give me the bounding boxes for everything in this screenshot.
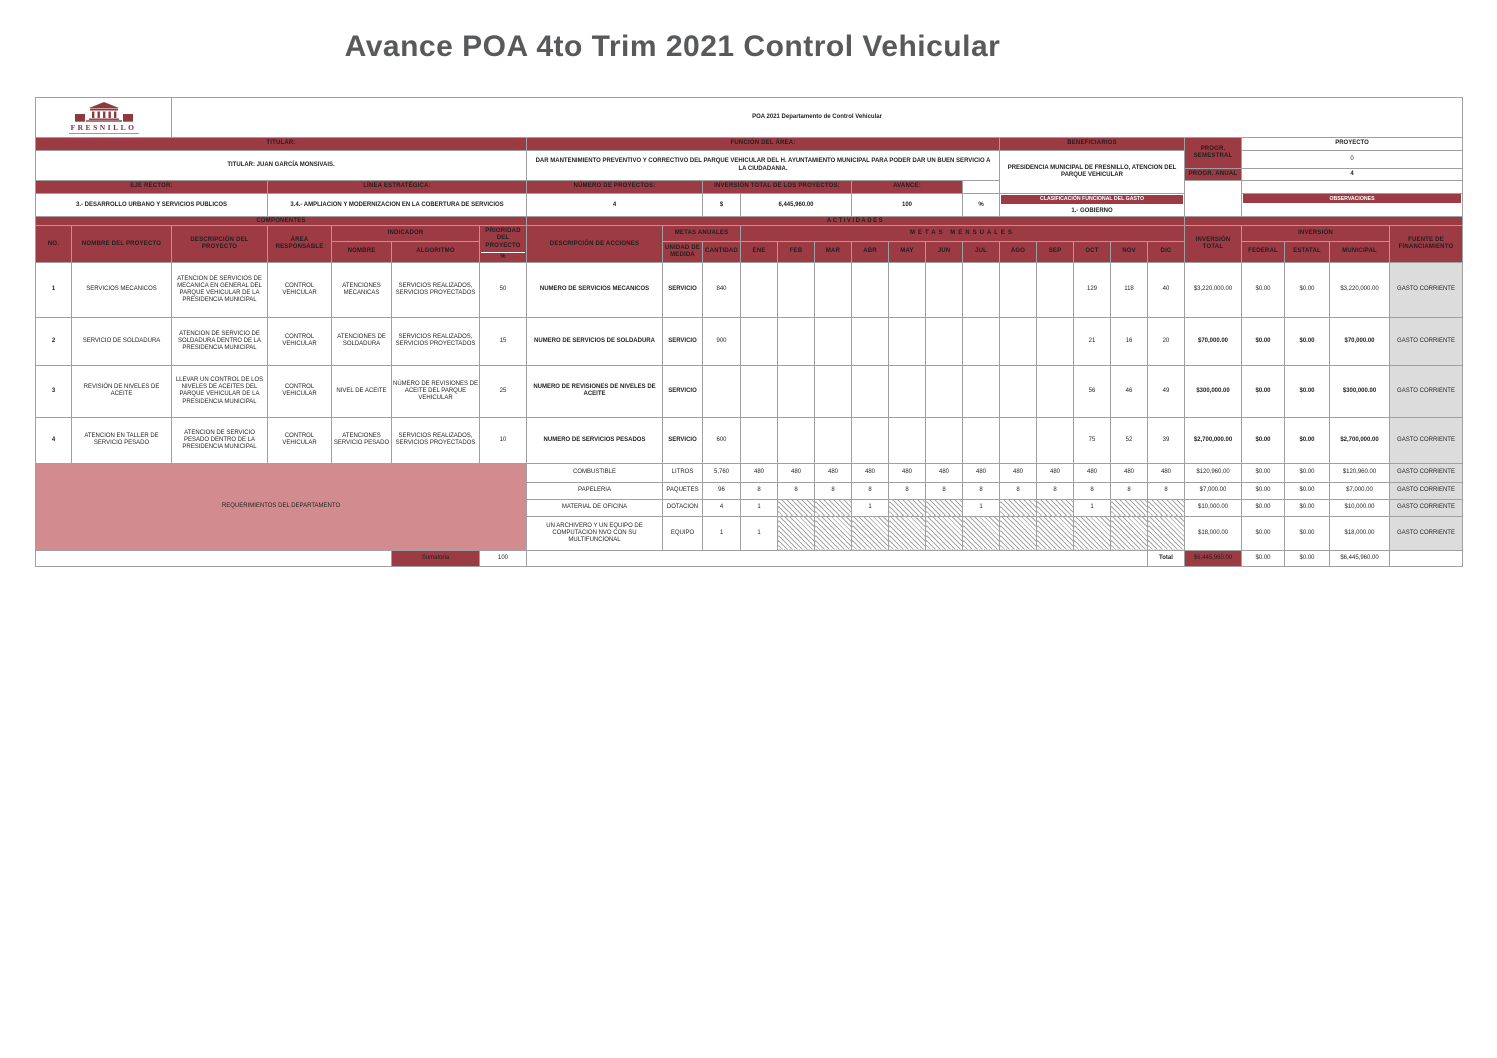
month-cell: [889, 262, 926, 317]
req-federal: $0.00: [1242, 516, 1285, 550]
month-cell-hatched: [1148, 499, 1185, 516]
month-cell-hatched: [852, 516, 889, 550]
month-cell: 480: [1037, 463, 1074, 482]
beneficiarios-value: PRESIDENCIA MUNICIPAL DE FRESNILLO, ATENCION DEL PARQUE VEHICULAR: [1000, 151, 1185, 194]
req-fuente: GASTO CORRIENTE: [1390, 463, 1463, 482]
logo-rule: [69, 133, 139, 134]
month-cell: [1000, 317, 1037, 365]
col-header-metas-mensuales: METAS MENSUALES: [741, 226, 1185, 242]
month-cell-hatched: [1148, 516, 1185, 550]
month-cell: 49: [1148, 365, 1185, 417]
month-cell: 129: [1074, 262, 1111, 317]
month-cell: [889, 417, 926, 463]
linea-estrategica-label: LÍNEA ESTRATÉGICA:: [268, 181, 527, 194]
project-federal: $0.00: [1242, 417, 1285, 463]
col-header-month: NOV: [1111, 242, 1148, 263]
col-header-indicador: INDICADOR: [332, 226, 480, 242]
progr-anual-label: PROGR. ANUAL: [1185, 169, 1242, 181]
project-nombre: SERVICIO DE SOLDADURA: [72, 317, 172, 365]
num-proyectos-value: 4: [527, 194, 703, 217]
project-descripcion: ATENCION DE SERVICIO DE SOLDADURA DENTRO DE LA PRESIDENCIA MUNICIPAL: [172, 317, 268, 365]
project-row: [36, 417, 1463, 463]
month-cell-hatched: [815, 516, 852, 550]
month-cell: 8: [852, 482, 889, 499]
month-cell: [852, 317, 889, 365]
col-header-no: NO.: [36, 226, 72, 263]
col-header-algoritmo: ALGORITMO: [392, 242, 480, 263]
project-prioridad: 50: [480, 262, 527, 317]
poa-table: [35, 97, 1463, 567]
project-area: CONTROL VEHICULAR: [268, 365, 332, 417]
total-federal: $0.00: [1242, 550, 1285, 566]
req-cantidad: 1: [703, 516, 741, 550]
project-municipal: $300,000.00: [1330, 365, 1390, 417]
month-cell: [1037, 317, 1074, 365]
logo-row: [36, 98, 1463, 138]
doc-title: POA 2021 Departamento de Control Vehicular: [172, 98, 1463, 138]
eje-rector-value: 3.- DESARROLLO URBANO Y SERVICIOS PUBLICOS: [36, 194, 268, 217]
project-inv-total: $300,000.00: [1185, 365, 1242, 417]
month-cell: [1000, 365, 1037, 417]
month-cell: 46: [1111, 365, 1148, 417]
month-cell: 8: [926, 482, 963, 499]
req-unidad: PAQUETES: [663, 482, 703, 499]
month-cell: 480: [741, 463, 778, 482]
month-cell: 480: [1148, 463, 1185, 482]
titular-value: TITULAR: JUAN GARCÍA MONSIVAIS.: [36, 151, 527, 181]
num-proyectos-label: NÚMERO DE PROYECTOS:: [527, 181, 703, 194]
project-indicador: ATENCIONES MECANICAS: [332, 262, 392, 317]
project-estatal: $0.00: [1285, 262, 1330, 317]
month-cell: [926, 262, 963, 317]
values-row: [36, 194, 1463, 217]
avance-label: AVANCE:: [852, 181, 963, 194]
month-cell: 480: [778, 463, 815, 482]
month-cell-hatched: [1000, 516, 1037, 550]
month-cell: [889, 317, 926, 365]
funcion-value: DAR MANTENIMIENTO PREVENTIVO Y CORRECTIVO DEL PARQUE VEHICULAR DEL H. AYUNTAMIENTO MUNICIPAL PARA PODER DAR UN BUEN SERVICIO A LA CIUDADANIA.: [527, 151, 1000, 181]
req-inv-total: $10,000.00: [1185, 499, 1242, 516]
col-header-month: JUL: [963, 242, 1000, 263]
requerimiento-row: [36, 463, 1463, 482]
avance-spacer: [963, 181, 1000, 194]
project-cantidad: 840: [703, 262, 741, 317]
month-cell-hatched: [778, 516, 815, 550]
project-fuente: GASTO CORRIENTE: [1390, 365, 1463, 417]
month-cell: 480: [1000, 463, 1037, 482]
month-cell: 8: [1037, 482, 1074, 499]
col-header-municipal: MUNICIPAL: [1330, 242, 1390, 263]
project-municipal: $2,700,000.00: [1330, 417, 1390, 463]
month-cell: [926, 365, 963, 417]
month-cell-hatched: [926, 516, 963, 550]
project-estatal: $0.00: [1285, 317, 1330, 365]
project-descripcion: ATENCION DE SERVICIOS DE MECANICA EN GENERAL DEL PARQUE VEHICULAR DE LA PRESIDENCIA MUNICIPAL: [172, 262, 268, 317]
clasificacion-value: 1.- GOBIERNO: [1071, 208, 1113, 215]
project-fuente: GASTO CORRIENTE: [1390, 417, 1463, 463]
project-unidad: SERVICIO: [663, 262, 703, 317]
month-cell: 8: [1074, 482, 1111, 499]
project-cantidad: [703, 365, 741, 417]
month-cell: [963, 417, 1000, 463]
actividades-band: ACTIVIDADES: [527, 217, 1185, 226]
month-cell: 8: [963, 482, 1000, 499]
month-cell-hatched: [1074, 516, 1111, 550]
month-cell: [778, 317, 815, 365]
col-header-fuente: FUENTE DE FINANCIAMIENTO: [1390, 226, 1463, 263]
sumatoria-row: [36, 550, 1463, 566]
month-cell-hatched: [1111, 516, 1148, 550]
col-header-cantidad: CANTIDAD: [703, 242, 741, 263]
project-fuente: GASTO CORRIENTE: [1390, 317, 1463, 365]
sum-right-spacer: [1390, 550, 1463, 566]
req-estatal: $0.00: [1285, 482, 1330, 499]
month-cell: 1: [963, 499, 1000, 516]
month-cell: 1: [852, 499, 889, 516]
col-header-federal: FEDERAL: [1242, 242, 1285, 263]
project-algoritmo: SERVICIOS REALIZADOS, SERVICIOS PROYECTADOS: [392, 317, 480, 365]
project-indicador: NIVEL DE ACEITE: [332, 365, 392, 417]
project-no: 3: [36, 365, 72, 417]
proyecto-value: 0: [1242, 151, 1463, 169]
month-cell: [926, 417, 963, 463]
project-prioridad: 25: [480, 365, 527, 417]
req-fuente: GASTO CORRIENTE: [1390, 516, 1463, 550]
month-cell: 480: [852, 463, 889, 482]
project-nombre: ATENCION EN TALLER DE SERVICIO PESADO: [72, 417, 172, 463]
req-municipal: $18,000.00: [1330, 516, 1390, 550]
project-algoritmo: NÚMERO DE REVISIONES DE ACEITE DEL PARQUE VEHICULAR: [392, 365, 480, 417]
project-unidad: SERVICIO: [663, 365, 703, 417]
req-unidad: LITROS: [663, 463, 703, 482]
month-cell: 20: [1148, 317, 1185, 365]
month-cell: [778, 365, 815, 417]
logo-text: FRESNILLO: [70, 122, 137, 132]
col-header-inv-total: INVERSIÓN TOTAL: [1185, 226, 1242, 263]
req-cantidad: 96: [703, 482, 741, 499]
col-header-prioridad: [480, 226, 527, 263]
month-cell: [815, 417, 852, 463]
month-cell: 52: [1111, 417, 1148, 463]
project-fuente: GASTO CORRIENTE: [1390, 262, 1463, 317]
avance-value: 100: [852, 194, 963, 217]
requerimientos-block: REQUERIMIENTOS DEL DEPARTAMENTO: [36, 463, 527, 550]
fresnillo-building-icon: [67, 102, 141, 122]
sumatoria-prioridad-total: 100: [480, 550, 527, 566]
month-cell: [815, 365, 852, 417]
req-estatal: $0.00: [1285, 516, 1330, 550]
project-acciones: NUMERO DE SERVICIOS MECANICOS: [527, 262, 663, 317]
req-inv-total: $120,960.00: [1185, 463, 1242, 482]
month-cell: [852, 365, 889, 417]
month-cell-hatched: [1000, 499, 1037, 516]
col-header-ind-nombre: NOMBRE: [332, 242, 392, 263]
project-acciones: NUMERO DE REVISIONES DE NIVELES DE ACEITE: [527, 365, 663, 417]
month-cell: 8: [778, 482, 815, 499]
req-federal: $0.00: [1242, 499, 1285, 516]
req-concepto: PAPELERIA: [527, 482, 663, 499]
month-cell-hatched: [889, 516, 926, 550]
month-cell: [963, 317, 1000, 365]
project-area: CONTROL VEHICULAR: [268, 317, 332, 365]
page-title: Avance POA 4to Trim 2021 Control Vehicular: [344, 30, 1001, 63]
project-federal: $0.00: [1242, 262, 1285, 317]
month-cell: [852, 417, 889, 463]
logo-cell: [36, 98, 172, 138]
req-estatal: $0.00: [1285, 499, 1330, 516]
col-header-unidad: UNIDAD DE MEDIDA: [663, 242, 703, 263]
project-no: 4: [36, 417, 72, 463]
month-cell: 480: [926, 463, 963, 482]
beneficiarios-label: BENEFICIARIOS: [1000, 138, 1185, 151]
req-municipal: $10,000.00: [1330, 499, 1390, 516]
req-fuente: GASTO CORRIENTE: [1390, 482, 1463, 499]
month-cell: [741, 317, 778, 365]
month-cell: 8: [889, 482, 926, 499]
project-inv-total: $3,220,000.00: [1185, 262, 1242, 317]
project-municipal: $3,220,000.00: [1330, 262, 1390, 317]
col-header-descripcion: DESCRIPCIÓN DEL PROYECTO: [172, 226, 268, 263]
project-no: 1: [36, 262, 72, 317]
col-header-month: ENE: [741, 242, 778, 263]
sum-mid-spacer: [527, 550, 1148, 566]
month-cell: 1: [1074, 499, 1111, 516]
month-cell: 75: [1074, 417, 1111, 463]
month-cell-hatched: [1037, 516, 1074, 550]
month-cell: 480: [815, 463, 852, 482]
project-cantidad: 600: [703, 417, 741, 463]
project-algoritmo: SERVICIOS REALIZADOS, SERVICIOS PROYECTADOS: [392, 262, 480, 317]
total-estatal: $0.00: [1285, 550, 1330, 566]
project-nombre: SERVICIOS MECANICOS: [72, 262, 172, 317]
month-cell: 1: [741, 516, 778, 550]
project-area: CONTROL VEHICULAR: [268, 262, 332, 317]
month-cell-hatched: [963, 516, 1000, 550]
total-inversion: $6,445,960.00: [1185, 550, 1242, 566]
observaciones-label: OBSERVACIONES: [1243, 194, 1461, 204]
linea-estrategica-value: 3.4.- AMPLIACION Y MODERNIZACION EN LA COBERTURA DE SERVICIOS: [268, 194, 527, 217]
col-header-metas-anuales: METAS ANUALES: [663, 226, 741, 242]
clasificacion-cell: [1000, 194, 1185, 217]
project-prioridad: 15: [480, 317, 527, 365]
col-header-month: MAY: [889, 242, 926, 263]
funcion-label: FUNCIÓN DEL ÁREA:: [527, 138, 1000, 151]
month-cell: 480: [1111, 463, 1148, 482]
req-concepto: UN ARCHIVERO Y UN EQUIPO DE COMPUTACION NVO CON SU MULTIFUNCIONAL: [527, 516, 663, 550]
project-descripcion: LLEVAR UN CONTROL DE LOS NIVELES DE ACEITES DEL PARQUE VEHICULAR DE LA PRESIDENCIA MUNICIPAL: [172, 365, 268, 417]
project-no: 2: [36, 317, 72, 365]
project-prioridad: 10: [480, 417, 527, 463]
req-federal: $0.00: [1242, 482, 1285, 499]
project-indicador: ATENCIONES DE SOLDADURA: [332, 317, 392, 365]
project-unidad: SERVICIO: [663, 317, 703, 365]
col-header-area: ÁREA RESPONSABLE: [268, 226, 332, 263]
right-spacer: [1185, 181, 1242, 217]
req-municipal: $7,000.00: [1330, 482, 1390, 499]
month-cell: 39: [1148, 417, 1185, 463]
observaciones-cell: [1242, 194, 1463, 217]
req-concepto: MATERIAL DE OFICINA: [527, 499, 663, 516]
proyecto-label: PROYECTO: [1242, 138, 1463, 151]
req-federal: $0.00: [1242, 463, 1285, 482]
project-cantidad: 900: [703, 317, 741, 365]
month-cell: 8: [1148, 482, 1185, 499]
month-cell: [778, 417, 815, 463]
band-row-1: [36, 138, 1463, 151]
col-header-month: AGO: [1000, 242, 1037, 263]
month-cell: [1000, 262, 1037, 317]
band-row-4: [36, 181, 1463, 194]
project-unidad: SERVICIO: [663, 417, 703, 463]
inversion-total-label: INVERSIÓN TOTAL DE LOS PROYECTOS:: [703, 181, 852, 194]
project-row: [36, 262, 1463, 317]
month-cell: 8: [815, 482, 852, 499]
sumatoria-label: Sumatoria: [392, 550, 480, 566]
month-cell: [815, 317, 852, 365]
month-cell: [778, 262, 815, 317]
project-inv-total: $70,000.00: [1185, 317, 1242, 365]
month-cell-hatched: [889, 499, 926, 516]
project-estatal: $0.00: [1285, 417, 1330, 463]
avance-unit: %: [963, 194, 1000, 217]
col-header-month: OCT: [1074, 242, 1111, 263]
month-cell-hatched: [1111, 499, 1148, 516]
month-cell: [963, 262, 1000, 317]
month-cell: 21: [1074, 317, 1111, 365]
clasificacion-label: CLASIFICACIÓN FUNCIONAL DEL GASTO: [1001, 195, 1183, 205]
project-row: [36, 317, 1463, 365]
req-inv-total: $18,000.00: [1185, 516, 1242, 550]
month-cell: 480: [1074, 463, 1111, 482]
inversion-value: 6,445,960.00: [741, 194, 852, 217]
total-label: Total: [1148, 550, 1185, 566]
month-cell: 40: [1148, 262, 1185, 317]
col-header-month: ABR: [852, 242, 889, 263]
inversion-symbol: $: [703, 194, 741, 217]
project-federal: $0.00: [1242, 365, 1285, 417]
req-inv-total: $7,000.00: [1185, 482, 1242, 499]
month-cell: [963, 365, 1000, 417]
col-header-acciones: DESCRIPCIÓN DE ACCIONES: [527, 226, 663, 263]
group-header-row: [36, 226, 1463, 242]
month-cell: [1037, 262, 1074, 317]
prioridad-text: PRIORIDAD DEL PROYECTO: [485, 228, 521, 249]
prioridad-pct: %: [481, 252, 525, 262]
month-cell: [1037, 417, 1074, 463]
sum-left-spacer: [36, 550, 392, 566]
col-header-estatal: ESTATAL: [1285, 242, 1330, 263]
month-cell: 8: [1111, 482, 1148, 499]
month-cell: 8: [741, 482, 778, 499]
month-cell: [815, 262, 852, 317]
month-cell-hatched: [778, 499, 815, 516]
band-row-2: [36, 151, 1463, 169]
progr-semestral-label: PROGR. SEMESTRAL: [1185, 138, 1242, 169]
project-row: [36, 365, 1463, 417]
month-cell: [741, 417, 778, 463]
total-municipal: $6,445,960.00: [1330, 550, 1390, 566]
month-cell: 16: [1111, 317, 1148, 365]
month-cell: 1: [741, 499, 778, 516]
project-area: CONTROL VEHICULAR: [268, 417, 332, 463]
project-acciones: NUMERO DE SERVICIOS PESADOS: [527, 417, 663, 463]
project-algoritmo: SERVICIOS REALIZADOS, SERVICIOS PROYECTADOS: [392, 417, 480, 463]
month-cell-hatched: [1037, 499, 1074, 516]
req-unidad: DOTACION: [663, 499, 703, 516]
observaciones-empty: [1243, 204, 1461, 216]
month-cell: [889, 365, 926, 417]
project-estatal: $0.00: [1285, 365, 1330, 417]
titular-label: TITULAR:: [36, 138, 527, 151]
col-header-month: JUN: [926, 242, 963, 263]
project-federal: $0.00: [1242, 317, 1285, 365]
month-cell: [926, 317, 963, 365]
project-indicador: ATENCIONES SERVICIO PESADO: [332, 417, 392, 463]
req-concepto: COMBUSTIBLE: [527, 463, 663, 482]
col-header-inversion: INVERSIÓN: [1242, 226, 1390, 242]
project-acciones: NUMERO DE SERVICIOS DE SOLDADURA: [527, 317, 663, 365]
month-cell: [741, 262, 778, 317]
month-cell: 56: [1074, 365, 1111, 417]
month-cell: [1037, 365, 1074, 417]
col-header-month: DIC: [1148, 242, 1185, 263]
project-descripcion: ATENCION DE SERVICIO PESADO DENTRO DE LA PRESIDENCIA MUNICIPAL: [172, 417, 268, 463]
section-band-row: [36, 217, 1463, 226]
month-cell: [852, 262, 889, 317]
month-cell: 118: [1111, 262, 1148, 317]
month-cell-hatched: [815, 499, 852, 516]
req-estatal: $0.00: [1285, 463, 1330, 482]
req-fuente: GASTO CORRIENTE: [1390, 499, 1463, 516]
col-header-month: SEP: [1037, 242, 1074, 263]
month-cell-hatched: [926, 499, 963, 516]
month-cell: 480: [963, 463, 1000, 482]
col-header-month: MAR: [815, 242, 852, 263]
project-inv-total: $2,700,000.00: [1185, 417, 1242, 463]
month-cell: [1000, 417, 1037, 463]
req-unidad: EQUIPO: [663, 516, 703, 550]
inversion-band-spacer: [1185, 217, 1463, 226]
project-municipal: $70,000.00: [1330, 317, 1390, 365]
month-cell: [741, 365, 778, 417]
col-header-nombre: NOMBRE DEL PROYECTO: [72, 226, 172, 263]
observaciones-spacer: [1242, 181, 1463, 194]
col-header-month: FEB: [778, 242, 815, 263]
req-cantidad: 5,760: [703, 463, 741, 482]
eje-rector-label: EJE RECTOR:: [36, 181, 268, 194]
month-cell: 8: [1000, 482, 1037, 499]
progr-anual-value: 4: [1242, 169, 1463, 181]
req-cantidad: 4: [703, 499, 741, 516]
req-municipal: $120,960.00: [1330, 463, 1390, 482]
project-nombre: REVISIÓN DE NIVELES DE ACEITE: [72, 365, 172, 417]
componentes-band: COMPONENTES: [36, 217, 527, 226]
month-cell: 480: [889, 463, 926, 482]
